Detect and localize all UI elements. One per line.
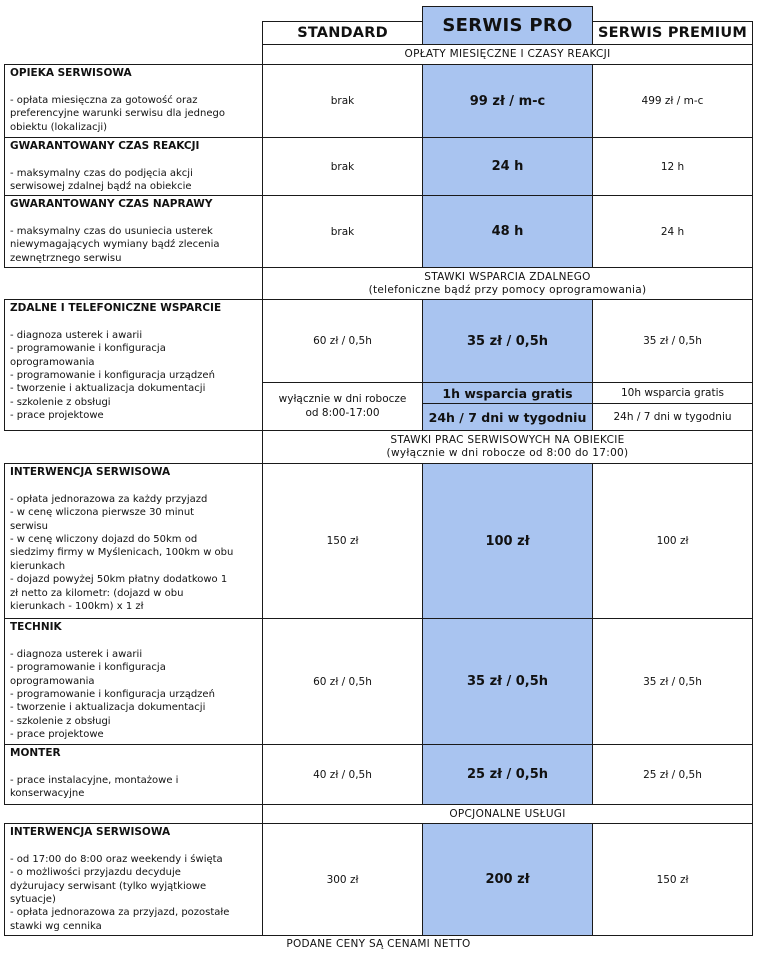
- row-line: obiektu (lokalizacji): [10, 121, 108, 133]
- row-line: - szkolenie z obsługi: [10, 396, 111, 408]
- price-standard: 300 zł: [262, 823, 423, 936]
- header-standard: STANDARD: [262, 21, 423, 45]
- row-line: - programowanie i konfiguracja urządzeń: [10, 370, 215, 382]
- row-title: INTERWENCJA SERWISOWA: [10, 826, 171, 838]
- row-line: kierunkach: [10, 560, 66, 572]
- band-subtitle: (wyłącznie w dni robocze od 8:00 do 17:00): [386, 447, 629, 459]
- row-line: - dojazd powyżej 50km płatny dodatkowo 1: [10, 574, 228, 586]
- band-title: STAWKI WSPARCIA ZDALNEGO: [424, 270, 591, 283]
- price-pro: 99 zł / m-c: [422, 64, 593, 138]
- row-desc: [4, 64, 263, 138]
- row-line: - tworzenie i aktualizacja dokumentacji: [10, 702, 206, 714]
- row-line: - programowanie i konfiguracja: [10, 343, 166, 355]
- row-title: GWARANTOWANY CZAS REAKCJI: [10, 140, 200, 152]
- row-line: zewnętrznego serwisu: [10, 252, 122, 264]
- row-line: kierunkach - 100km) x 1 zł: [10, 601, 144, 613]
- note-line: od 8:00-17:00: [305, 406, 380, 419]
- row-line: preferencyjne warunki serwisu dla jednego: [10, 108, 225, 120]
- header-serwis-premium: SERWIS PREMIUM: [592, 21, 753, 45]
- row-line: oprogramowania: [10, 356, 95, 368]
- row-line: - opłata jednorazowa za każdy przyjazd: [10, 493, 208, 505]
- price-premium: 150 zł: [592, 823, 753, 936]
- row-line: - w cenę wliczony dojazd do 50km od: [10, 534, 198, 546]
- price-premium: 25 zł / 0,5h: [592, 744, 753, 805]
- row-line: - opłata miesięczna za gotowość oraz: [10, 94, 198, 106]
- price-pro: 100 zł: [422, 463, 593, 619]
- price-standard: brak: [262, 64, 423, 138]
- row-line: serwisowej zdalnej bądź na obiekcie: [10, 181, 192, 193]
- price-pro: 25 zł / 0,5h: [422, 744, 593, 805]
- row-line: oprogramowania: [10, 675, 95, 687]
- standard-hours-note: [262, 382, 423, 431]
- row-line: - tworzenie i aktualizacja dokumentacji: [10, 383, 206, 395]
- row-desc: [4, 463, 263, 619]
- row-title: OPIEKA SERWISOWA: [10, 67, 132, 79]
- row-line: - programowanie i konfiguracja: [10, 662, 166, 674]
- note-line: wyłącznie w dni robocze: [278, 393, 407, 405]
- row-line: - diagnoza usterek i awarii: [10, 648, 143, 660]
- price-premium: 24 h: [592, 195, 753, 268]
- row-line: siedzimy firmy w Myślenicach, 100km w obu: [10, 547, 234, 559]
- price-pro: 35 zł / 0,5h: [422, 618, 593, 745]
- row-line: - prace instalacyjne, montażowe i: [10, 774, 179, 786]
- header-serwis-pro: SERWIS PRO: [422, 6, 593, 45]
- footer-net-prices-note: PODANE CENY SĄ CENAMI NETTO: [286, 938, 471, 950]
- row-title: INTERWENCJA SERWISOWA: [10, 466, 171, 478]
- row-desc: [4, 744, 263, 805]
- row-desc: [4, 618, 263, 745]
- row-line: - diagnoza usterek i awarii: [10, 329, 143, 341]
- row-line: zł netto za kilometr: (dojazd w obu: [10, 587, 184, 599]
- row-line: - o możliwości przyjazdu decyduje: [10, 867, 181, 879]
- price-pro: 35 zł / 0,5h: [422, 299, 593, 383]
- row-desc: [4, 823, 263, 936]
- row-line: niewymagających wymiany bądź zlecenia: [10, 239, 220, 251]
- row-line: sytuacje): [10, 894, 56, 906]
- row-line: - maksymalny czas do podjęcia akcji: [10, 167, 193, 179]
- row-title: TECHNIK: [10, 621, 62, 633]
- band-title: STAWKI PRAC SERWISOWYCH NA OBIEKCIE: [390, 434, 625, 446]
- row-line: stawki wg cennika: [10, 920, 102, 932]
- row-desc: [4, 195, 263, 268]
- price-standard: 40 zł / 0,5h: [262, 744, 423, 805]
- row-line: - prace projektowe: [10, 410, 104, 422]
- row-line: - maksymalny czas do usuniecia usterek: [10, 225, 213, 237]
- price-premium: 35 zł / 0,5h: [592, 299, 753, 383]
- price-standard: brak: [262, 137, 423, 196]
- price-standard: 60 zł / 0,5h: [262, 618, 423, 745]
- row-title: ZDALNE I TELEFONICZNE WSPARCIE: [10, 302, 222, 314]
- band-subtitle: (telefoniczne bądź przy pomocy oprogramowania): [368, 283, 647, 296]
- row-desc: [4, 137, 263, 196]
- price-pro: 48 h: [422, 195, 593, 268]
- pro-availability: 24h / 7 dni w tygodniu: [422, 403, 593, 431]
- row-line: dyżurujacy serwisant (tylko wyjątkiowe: [10, 880, 207, 892]
- pro-gratis-hours: 1h wsparcia gratis: [422, 382, 593, 404]
- row-line: - opłata jednorazowa za przyjazd, pozostałe: [10, 907, 230, 919]
- row-line: - w cenę wliczona pierwsze 30 minut: [10, 507, 195, 519]
- premium-gratis-hours: 10h wsparcia gratis: [592, 382, 753, 404]
- row-line: - prace projektowe: [10, 729, 104, 741]
- premium-availability: 24h / 7 dni w tygodniu: [592, 403, 753, 431]
- row-line: konserwacyjne: [10, 788, 85, 800]
- band-onsite-work: [262, 430, 753, 464]
- row-line: - od 17:00 do 8:00 oraz weekendy i święta: [10, 853, 223, 865]
- row-title: GWARANTOWANY CZAS NAPRAWY: [10, 198, 213, 210]
- row-line: - programowanie i konfiguracja urządzeń: [10, 689, 215, 701]
- band-monthly-fees: OPŁATY MIESIĘCZNE I CZASY REAKCJI: [262, 44, 753, 65]
- price-standard: 60 zł / 0,5h: [262, 299, 423, 383]
- price-standard: 150 zł: [262, 463, 423, 619]
- row-desc: [4, 299, 263, 431]
- band-remote-support: [262, 267, 753, 300]
- price-premium: 499 zł / m-c: [592, 64, 753, 138]
- row-title: MONTER: [10, 747, 61, 759]
- row-line: serwisu: [10, 520, 48, 532]
- row-line: - szkolenie z obsługi: [10, 715, 111, 727]
- price-pro: 200 zł: [422, 823, 593, 936]
- band-optional-services: OPCJONALNE USŁUGI: [262, 804, 753, 824]
- price-premium: 100 zł: [592, 463, 753, 619]
- price-standard: brak: [262, 195, 423, 268]
- price-premium: 12 h: [592, 137, 753, 196]
- price-pro: 24 h: [422, 137, 593, 196]
- price-premium: 35 zł / 0,5h: [592, 618, 753, 745]
